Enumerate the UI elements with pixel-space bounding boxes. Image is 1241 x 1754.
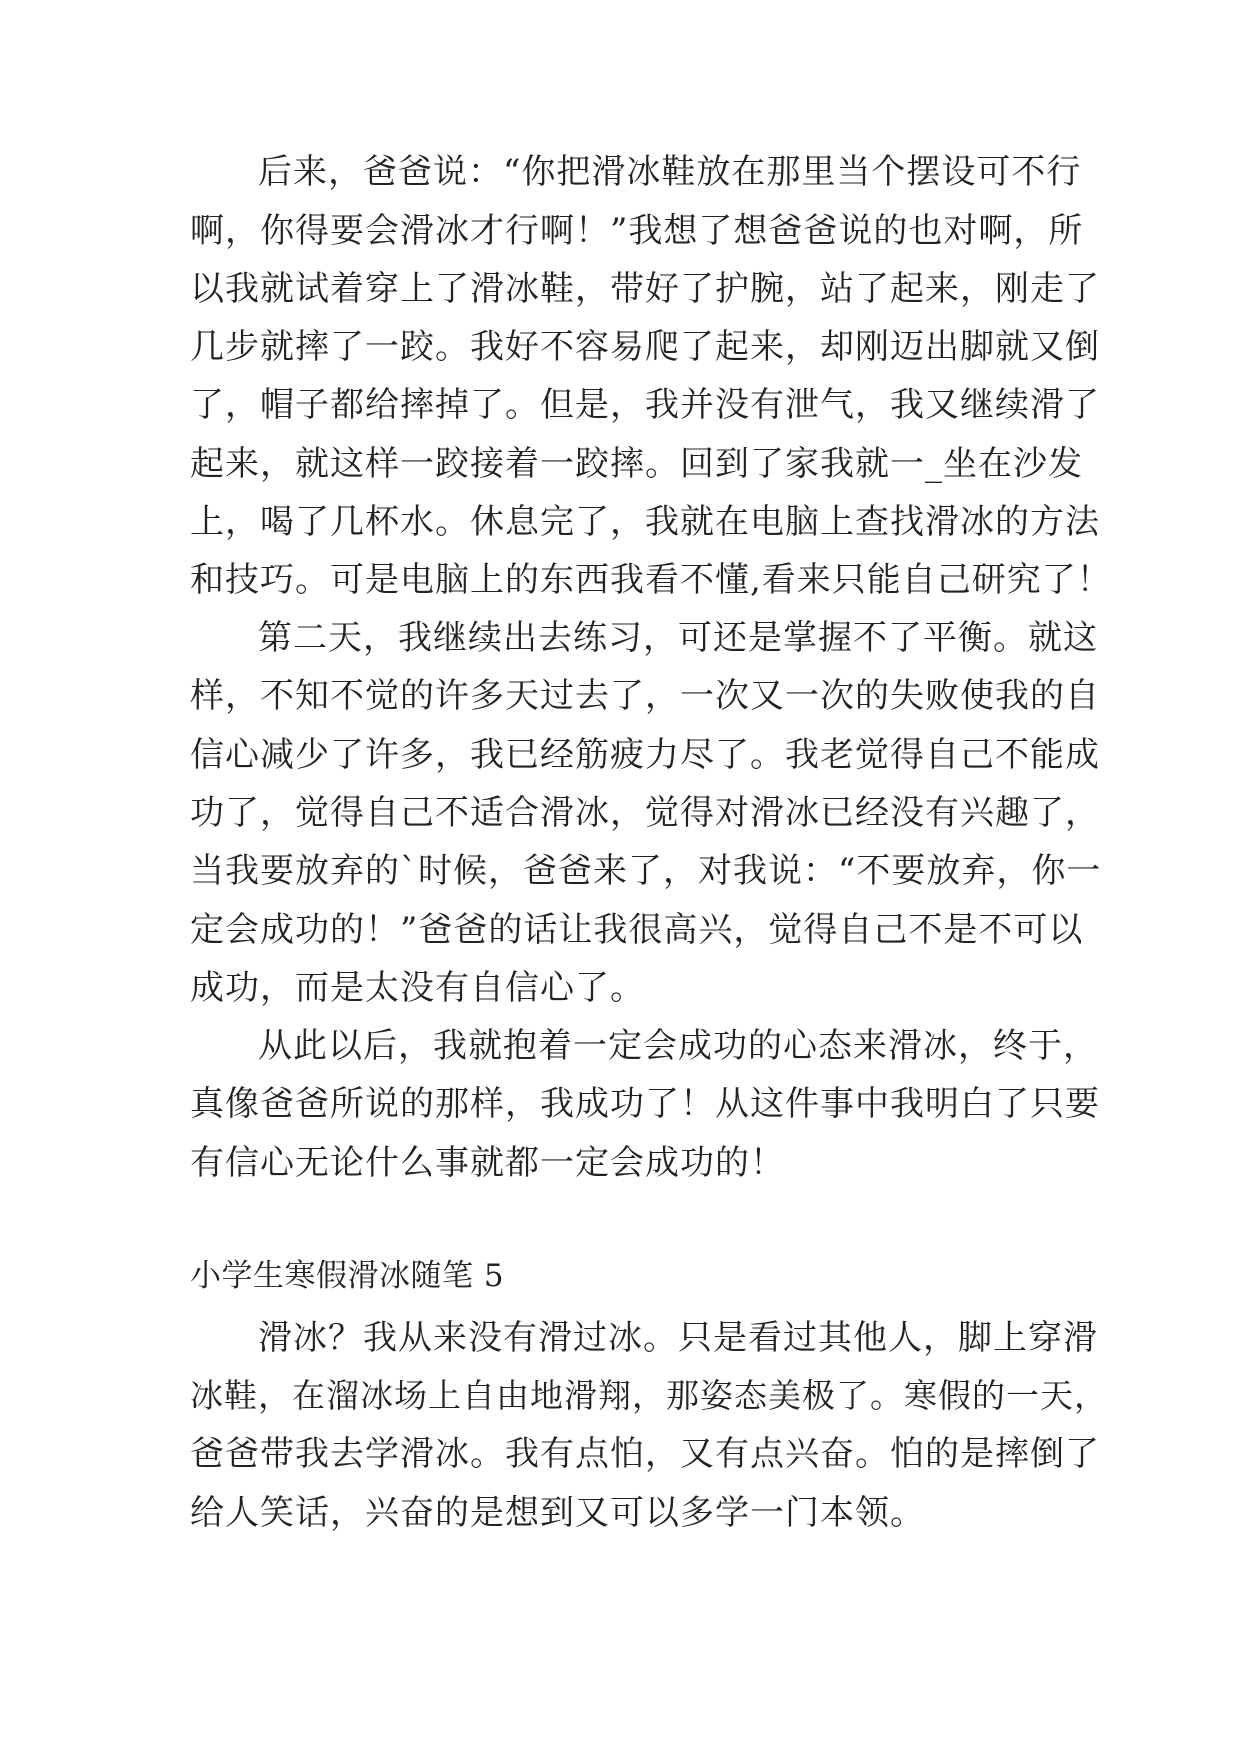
paragraph-1-line-1: 后来，爸爸说：“你把滑冰鞋放在那里当个摆设可不行 xyxy=(258,152,1082,192)
section-paragraph-line-4: 给人笑话，兴奋的是想到又可以多学一门本领。 xyxy=(190,1493,925,1533)
section-paragraph-line-3: 爸爸带我去学滑冰。我有点怕，又有点兴奋。怕的是摔倒了 xyxy=(190,1434,1100,1474)
paragraph-2-line-5: 当我要放弃的`时候，爸爸来了，对我说：“不要放弃，你一 xyxy=(190,851,1102,891)
paragraph-2-line-3: 信心减少了许多，我已经筋疲力尽了。我老觉得自己不能成 xyxy=(190,735,1100,775)
paragraph-1-line-6: 起来，就这样一跤接着一跤摔。回到了家我就一_坐在沙发 xyxy=(190,444,1083,484)
paragraph-3-line-3: 有信心无论什么事就都一定会成功的！ xyxy=(190,1143,785,1183)
paragraph-1-line-3: 以我就试着穿上了滑冰鞋，带好了护腕，站了起来，刚走了 xyxy=(190,269,1100,309)
paragraph-2-line-2: 样，不知不觉的许多天过去了，一次又一次的失败使我的自 xyxy=(190,676,1100,716)
paragraph-2-line-7: 成功，而是太没有自信心了。 xyxy=(190,968,645,1008)
paragraph-2-line-6: 定会成功的！”爸爸的话让我很高兴，觉得自己不是不可以 xyxy=(190,910,1084,950)
section-paragraph-line-1: 滑冰？我从来没有滑过冰。只是看过其他人，脚上穿滑 xyxy=(258,1318,1098,1358)
paragraph-3-line-1: 从此以后，我就抱着一定会成功的心态来滑冰，终于， xyxy=(258,1026,1098,1066)
paragraph-1-line-4: 几步就摔了一跤。我好不容易爬了起来，却刚迈出脚就又倒 xyxy=(190,327,1100,367)
section-title: 小学生寒假滑冰随笔 5 xyxy=(190,1258,505,1294)
paragraph-1-line-7: 上，喝了几杯水。休息完了，我就在电脑上查找滑冰的方法 xyxy=(190,502,1100,542)
paragraph-1-line-5: 了，帽子都给摔掉了。但是，我并没有泄气，我又继续滑了 xyxy=(190,385,1100,425)
section-paragraph-line-2: 冰鞋，在溜冰场上自由地滑翔，那姿态美极了。寒假的一天， xyxy=(190,1376,1108,1415)
paragraph-1-line-8: 和技巧。可是电脑上的东西我看不懂,看来只能自己研究了！ xyxy=(190,560,1112,600)
paragraph-2-line-1: 第二天，我继续出去练习，可还是掌握不了平衡。就这 xyxy=(258,618,1098,658)
paragraph-3-line-2: 真像爸爸所说的那样，我成功了！从这件事中我明白了只要 xyxy=(190,1084,1100,1124)
paragraph-1-line-2: 啊，你得要会滑冰才行啊！”我想了想爸爸说的也对啊，所 xyxy=(190,211,1084,251)
paragraph-2-line-4: 功了，觉得自己不适合滑冰，觉得对滑冰已经没有兴趣了， xyxy=(190,793,1100,833)
